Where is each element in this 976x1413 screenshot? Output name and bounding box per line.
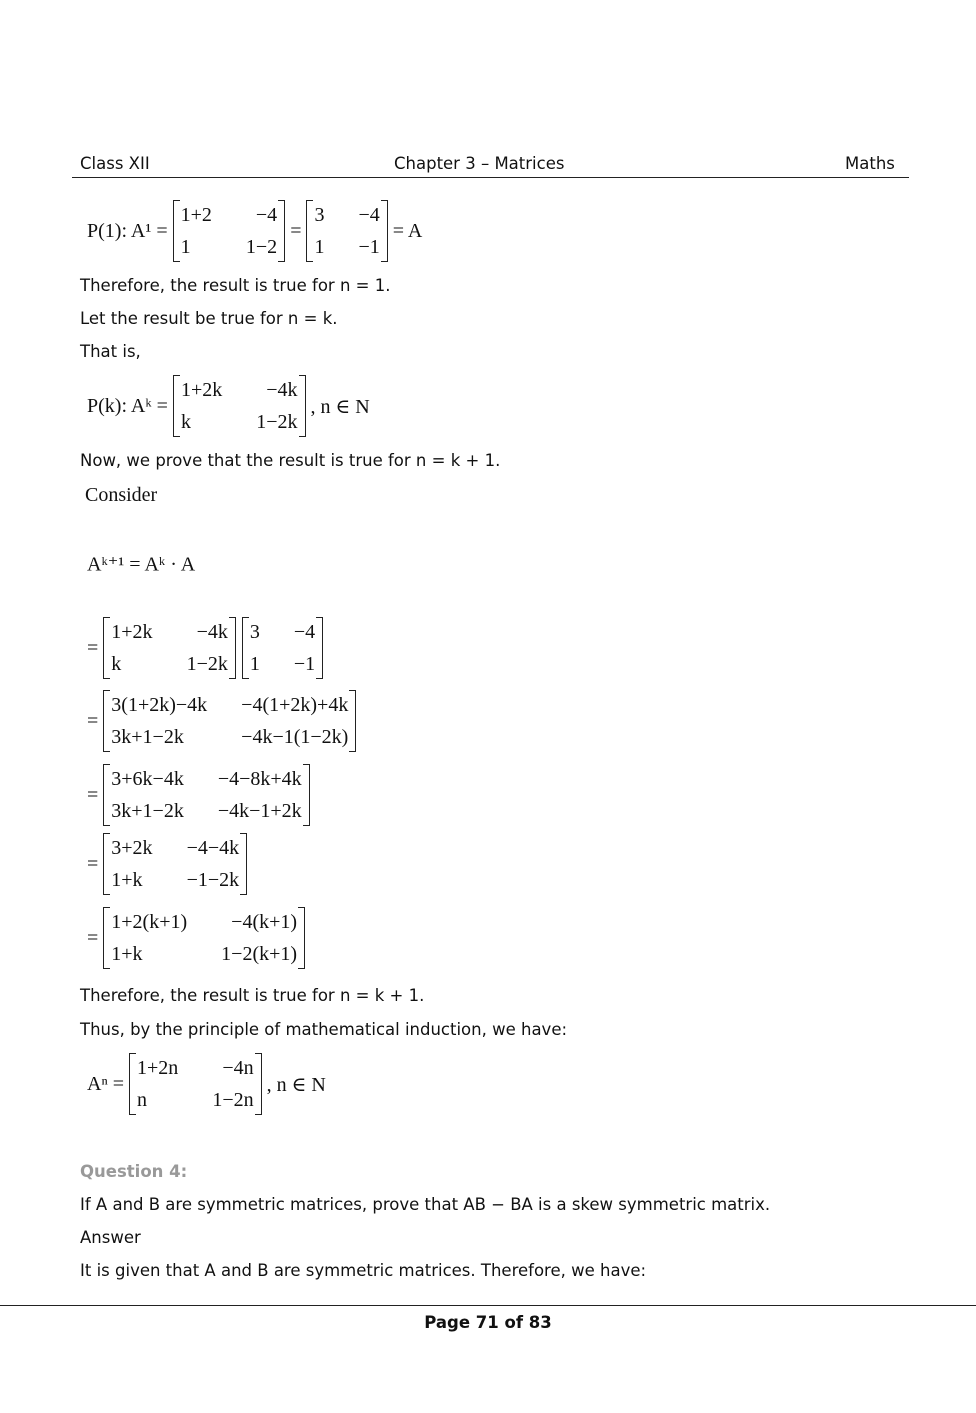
footer-divider [0,1305,976,1306]
math-text: = [87,852,99,875]
matrix-cell: −4k−1(1−2k) [241,726,349,748]
math-text: , n ∈ N [310,395,370,418]
matrix [103,833,247,895]
matrix-cell: −1 [293,653,316,675]
matrix-cell: 3k+1−2k [111,800,184,822]
matrix-cell: 1+2k [111,621,153,643]
matrix [173,375,306,437]
math-text: = [87,783,99,806]
equation-ak1 [85,552,197,577]
matrix-cell: −4k [266,379,298,401]
question-heading: Question 4: [80,1162,188,1181]
header-chapter: Chapter 3 – Matrices [394,154,565,173]
matrix-cell: −4k [196,621,228,643]
matrix-cell: 1−2k [256,411,298,433]
matrix-cell: 1+2(k+1) [111,911,188,933]
matrix-cell: n [137,1089,148,1111]
math-text: = [290,219,302,242]
math-text: Aⁿ = [87,1072,125,1095]
matrix-cell: 1 [314,236,325,258]
text-that-is: That is, [80,342,141,361]
matrix-cell: 1 [180,236,191,258]
matrix-cell: 3+2k [111,837,153,859]
matrix-cell: −4k−1+2k [217,800,302,822]
matrix [103,617,236,679]
matrix-cell: 1−2 [245,236,278,258]
text-true-n1: Therefore, the result is true for n = 1. [80,276,391,295]
matrix-cell: 3 [249,621,260,643]
equation-step1 [85,617,326,679]
header-divider [72,177,909,178]
answer-text: It is given that A and B are symmetric matrices. Therefore, we have: [80,1261,647,1280]
matrix-cell: −4−4k [186,837,240,859]
matrix-cell: −4(k+1) [231,911,298,933]
math-text: Aᵏ⁺¹ = Aᵏ · A [87,553,196,576]
math-text: = [87,636,99,659]
equation-step2 [85,690,359,752]
matrix-cell: 3 [314,204,325,226]
matrix-cell: 1−2k [186,653,228,675]
matrix [103,907,305,969]
matrix-cell: 1+2n [137,1057,179,1079]
math-text: = A [392,219,423,242]
matrix-cell: −1 [358,236,380,258]
question-text: If A and B are symmetric matrices, prove that AB − BA is a skew symmetric matrix. [80,1195,771,1214]
math-text: P(k): Aᵏ = [87,394,168,417]
answer-label: Answer [80,1228,141,1247]
equation-step3 [85,764,313,826]
matrix-cell: −4n [222,1057,254,1079]
matrix-cell: 1 [249,653,260,675]
matrix-cell: 1+2k [180,379,223,401]
matrix-cell: 1+2 [180,204,212,226]
matrix-cell: −1−2k [186,869,240,891]
equation-step4 [85,833,250,895]
matrix-cell: −4 [255,204,278,226]
equation-p1 [85,200,424,262]
matrix-cell: 3+6k−4k [111,768,184,790]
header-subject: Maths [845,154,895,173]
math-text: P(1): A¹ = [87,219,168,242]
matrix-cell: −4(1+2k)+4k [241,694,349,716]
equation-step5 [85,907,308,969]
matrix-cell: −4 [358,204,380,226]
matrix-cell: 1−2n [212,1089,254,1111]
text-let-k: Let the result be true for n = k. [80,309,338,328]
page-number: Page 71 of 83 [424,1313,552,1332]
math-text: , n ∈ N [266,1073,326,1096]
matrix [103,764,309,826]
text-consider: Consider [85,484,158,506]
matrix-cell: −4−8k+4k [217,768,302,790]
matrix-cell: k [180,411,191,433]
matrix-cell: −4 [293,621,316,643]
equation-pk [85,375,372,437]
matrix-cell: 3(1+2k)−4k [111,694,208,716]
matrix [173,200,286,262]
equation-an [85,1053,328,1115]
text-thus: Thus, by the principle of mathematical induction, we have: [80,1020,568,1039]
matrix [129,1053,262,1115]
matrix [306,200,387,262]
text-now-prove: Now, we prove that the result is true for n = k + 1. [80,451,501,470]
math-text: = [87,926,99,949]
matrix [103,690,356,752]
matrix [242,617,323,679]
matrix-cell: k [111,653,122,675]
matrix-cell: 1+k [111,943,143,965]
header-class: Class XII [80,154,150,173]
matrix-cell: 3k+1−2k [111,726,184,748]
math-text: = [87,709,99,732]
text-true-k1: Therefore, the result is true for n = k + 1. [80,986,425,1005]
matrix-cell: 1+k [111,869,143,891]
matrix-cell: 1−2(k+1) [221,943,298,965]
